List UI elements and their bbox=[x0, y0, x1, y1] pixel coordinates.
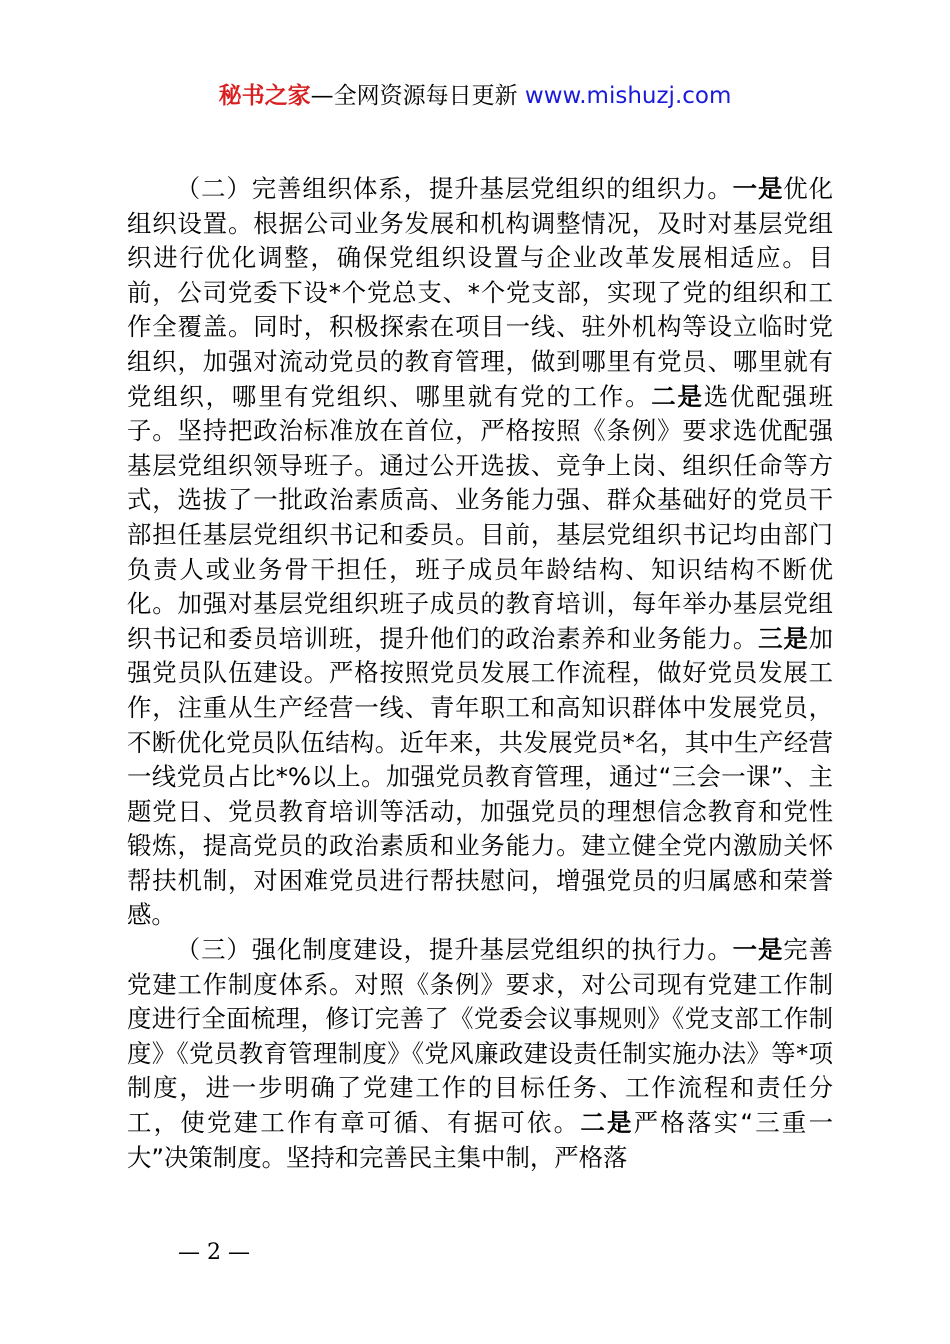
brand-name: 秘书之家 bbox=[218, 83, 311, 109]
bold-marker: 二是 bbox=[580, 1108, 634, 1138]
paragraph bbox=[127, 933, 833, 1175]
paragraph-heading: （三）强化制度建设，提升基层党组织的执行力。 bbox=[175, 935, 733, 965]
bold-marker: 一是 bbox=[732, 174, 784, 203]
paragraph-heading: （二）完善组织体系，提升基层党组织的组织力。 bbox=[175, 174, 733, 203]
page-number: — 2 — bbox=[178, 1240, 250, 1265]
banner-tagline: —全网资源每日更新 bbox=[310, 83, 525, 109]
site-url-link[interactable]: www.mishuzj.com bbox=[524, 83, 732, 109]
paragraph-text: 加强党员队伍建设。严格按照党员发展工作流程，做好党员发展工作，注重从生产经营一线、青年职工和高知识群体中发展党员，不断优化党员队伍结构。近年来，共发展党员*名，其中生产经营一线党员占比*%以上。加强党员教育管理，通过“三会一课”、主题党日、党员教育培训等活动，加强党员的理想信念教育和党性锻炼，提高党员的政治素质和业务能力。建立健全党内激励关怀帮扶机制，对困难党员进行帮扶慰问，增强党员的归属感和荣誉感。 bbox=[127, 623, 833, 930]
paragraph-text: 完善党建工作制度体系。对照《条例》要求，对公司现有党建工作制度进行全面梳理，修订完善了《党委会议事规则》《党支部工作制度》《党员教育管理制度》《党风廉政建设责任制实施办法》等*项制度，进一步明确了党建工作的目标任务、工作流程和责任分工，使党建工作有章可循、有据可依。 bbox=[127, 935, 833, 1138]
paragraph-text: 严格落实“三重一大”决策制度。坚持和完善民主集中制，严格落 bbox=[127, 1108, 833, 1172]
paragraph-text: 优化组织设置。根据公司业务发展和机构调整情况，及时对基层党组织进行优化调整，确保党组织设置与企业改革发展相适应。目前，公司党委下设*个党总支、*个党支部，实现了党的组织和工作全覆盖。同时，积极探索在项目一线、驻外机构等设立临时党组织，加强对流动党员的教育管理，做到哪里有党员、哪里就有党组织，哪里有党组织、哪里就有党的工作。 bbox=[127, 174, 833, 411]
paragraph-text: 选优配强班子。坚持把政治标准放在首位，严格按照《条例》要求选优配强基层党组织领导班子。通过公开选拔、竞争上岗、组织任命等方式，选拔了一批政治素质高、业务能力强、群众基础好的党员干部担任基层党组织书记和委员。目前，基层党组织书记均由部门负责人或业务骨干担任，班子成员年龄结构、知识结构不断优化。加强对基层党组织班子成员的教育培训，每年举办基层党组织书记和委员培训班，提升他们的政治素养和业务能力。 bbox=[127, 381, 833, 653]
bold-marker: 三是 bbox=[758, 623, 809, 653]
paragraph bbox=[127, 172, 833, 933]
site-banner bbox=[0, 80, 950, 112]
bold-marker: 一是 bbox=[732, 935, 784, 965]
bold-marker: 二是 bbox=[651, 381, 704, 411]
document-body bbox=[127, 172, 833, 1175]
